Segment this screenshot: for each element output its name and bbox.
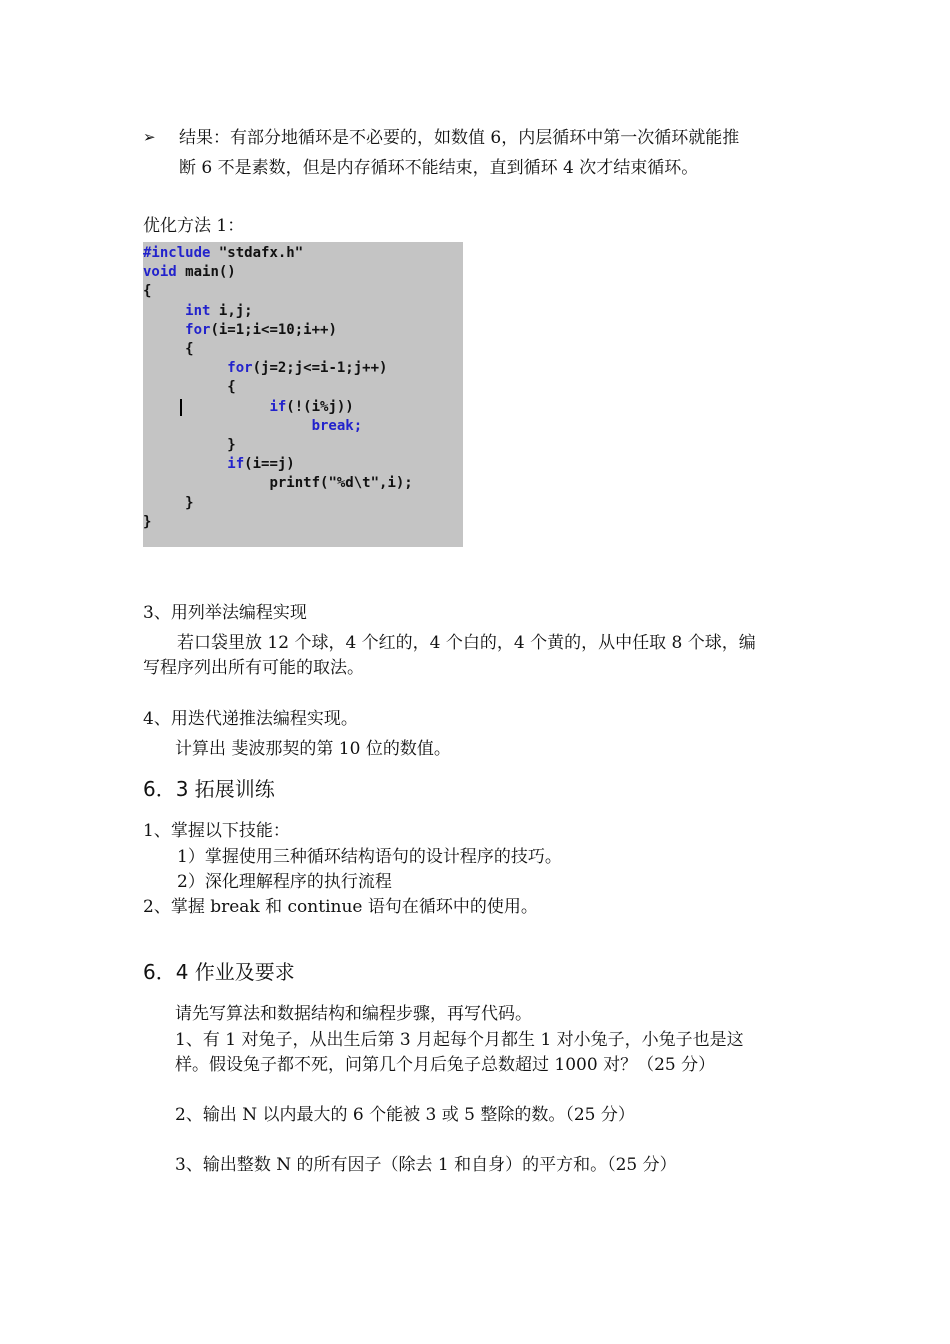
section-6-3-line-3: 2）深化理解程序的执行流程 [177, 872, 392, 892]
code-for2-rest: (j=2;j<=i-1;j++) [252, 360, 388, 377]
code-for1-kw: for [185, 321, 211, 338]
section-6-4-heading: 6．4 作业及要求 [143, 960, 295, 984]
bullet-arrow-icon: ➢ [143, 128, 156, 146]
code-printf: printf("%d\t",i); [269, 475, 413, 492]
item3-title: 3、用列举法编程实现 [143, 603, 307, 623]
code-screenshot [143, 242, 463, 547]
item3-line-1: 若口袋里放 12 个球，4 个红的，4 个白的，4 个黄的，从中任取 8 个球，编 [177, 633, 756, 653]
section-6-3-heading: 6．3 拓展训练 [143, 777, 275, 801]
code-include-file: "stdafx.h" [218, 245, 304, 261]
code-if1-kw: if [269, 398, 287, 415]
item4-line-1: 计算出 斐波那契的第 10 位的数值。 [175, 739, 451, 759]
result-line-1: 结果：有部分地循环是不必要的，如数值 6，内层循环中第一次循环就能推 [179, 128, 740, 148]
code-int-vars: i,j; [218, 302, 253, 319]
item4-title: 4、用迭代递推法编程实现。 [143, 709, 358, 729]
code-brace: } [185, 494, 194, 511]
item3-line-2: 写程序列出所有可能的取法。 [143, 658, 364, 678]
section-6-3-line-1: 1、掌握以下技能： [143, 821, 290, 841]
code-for1-rest: (i=1;i<=10;i++) [210, 321, 337, 338]
code-block [143, 244, 413, 532]
code-brace: { [143, 283, 152, 300]
code-if2-rest: (i==j) [244, 456, 295, 473]
code-if1-rest: (!(i%j)) [286, 398, 354, 415]
code-main-sig: main() [185, 264, 236, 281]
question-3: 3、输出整数 N 的所有因子（除去 1 和自身）的平方和。（25 分） [175, 1155, 677, 1175]
code-for2-kw: for [227, 360, 253, 377]
optimize-title: 优化方法 1： [143, 216, 245, 236]
section-6-3-line-2: 1）掌握使用三种循环结构语句的设计程序的技巧。 [177, 847, 562, 867]
code-if2-kw: if [227, 456, 245, 473]
section-6-3-line-4: 2、掌握 break 和 continue 语句在循环中的使用。 [143, 897, 538, 917]
code-void-kw: void [143, 264, 177, 281]
code-include-kw: #include [143, 245, 211, 261]
code-int-kw: int [185, 302, 211, 319]
code-brace: } [143, 513, 152, 530]
question-1-line-1: 1、有 1 对兔子，从出生后第 3 月起每个月都生 1 对小兔子，小兔子也是这 [175, 1030, 744, 1050]
code-brace: } [227, 437, 236, 454]
text-cursor-icon [180, 399, 182, 416]
code-brace: { [227, 379, 236, 396]
result-line-2: 断 6 不是素数，但是内存循环不能结束，直到循环 4 次才结束循环。 [179, 158, 699, 178]
question-2: 2、输出 N 以内最大的 6 个能被 3 或 5 整除的数。（25 分） [175, 1105, 635, 1125]
code-brace: { [185, 341, 194, 358]
section-6-4-intro: 请先写算法和数据结构和编程步骤，再写代码。 [175, 1004, 532, 1024]
question-1-line-2: 样。假设兔子都不死，问第几个月后兔子总数超过 1000 对？（25 分） [175, 1055, 716, 1075]
code-break-kw: break; [311, 417, 363, 434]
